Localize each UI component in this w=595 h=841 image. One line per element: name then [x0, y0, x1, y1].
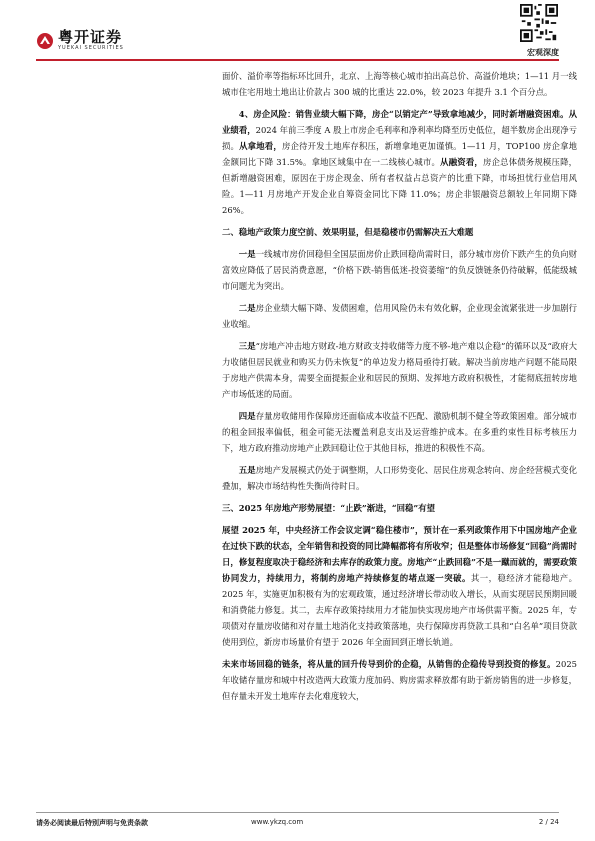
developer-risk-financing: 房企总体债务规模压降，但新增融资困难，原因在于房企现金、所有者权益占总资产的比重下降，市场担忧行业信用风险。1—11 月房地产开发企业自筹资金同比下降 11.0%；房企非银融资总额较上年同期下降 26%。 — [222, 157, 578, 215]
paragraph-recovery-chain — [222, 656, 577, 704]
difficulty-4-text: 存量房收储用作保障房还面临成本收益不匹配、激励机制不健全等政策困难。部分城市的租金回报率偏低，租金可能无法覆盖利息支出及运营维护成本。在多重约束性目标考核压力下，地方政府推动房地产止跌回稳让位于其他目标，推进的积极性不高。 — [222, 411, 578, 453]
outlook-lead: 展望 2025 年，中央经济工作会议定调“稳住楼市”，预计在一系列政策作用下中国房地产企业在过快下跌的状态，全年销售和投资的同比降幅都将有所收窄；但是整体市场修复“回稳”尚需时日，修复程度取决于稳经济和去库存的政策力度。房地产“止跌回稳”不是一蹴而就的，需要政策协同发力，持续用力，将制约房地产持续修复的堵点逐一突破。 — [222, 525, 577, 583]
difficulty-4-lead: 四是 — [238, 411, 256, 421]
developer-risk-lead: 4、房企风险：销售业绩大幅下降，房企“以销定产”导致拿地减少，同时新增融资困难。从业绩看， — [222, 109, 577, 135]
footer-divider — [36, 812, 559, 813]
report-body — [222, 68, 577, 710]
page-header — [0, 0, 595, 64]
outlook-text: 其一，稳经济才能稳地产。2025 年，实施更加积极有为的宏观政策，通过经济增长带动收入增长，从而实现居民预期回暖和消费能力修复。其二，去库存政策持续用力才能加快实现房地产市场供需平衡。2025 年，专项债对存量房收储和对存量土地消化支持政策落地，央行保障房再贷款工具和“白名单”项目贷款使用到位，新房市场量价有望于 2026 年全面回到正增长轨道。 — [222, 573, 577, 647]
paragraph-land-market: 面价、溢价率等指标环比回升，北京、上海等核心城市拍出高总价、高溢价地块；1—11 月一线城市住宅用地土地出让价款占 300 城的比重达 22.0%，较 2023 年提升 3.1 个百分点。 — [222, 71, 577, 97]
difficulty-2 — [222, 300, 577, 332]
brand-name-en: YUEKAI SECURITIES — [58, 45, 124, 51]
difficulty-3-text: “房地产冲击地方财政-地方财政支持收储等力度不够-地产难以企稳”的循环以及“政府大力收储但居民就业和购买力仍未恢复”的单边发力格局亟待打破。解决当前房地产问题不能局限于房地产供需本身，需要全面提振企业和居民的预期、发挥地方政府积极性，才能彻底扭转房地产市场低迷的局面。 — [222, 341, 577, 399]
recovery-chain-lead: 未来市场回稳的链条，将从量的回升传导到价的企稳，从销售的企稳传导到投资的修复。 — [222, 659, 556, 669]
report-type-label: 宏观深度 — [527, 48, 559, 57]
disclaimer-note: 请务必阅读最后特别声明与免责条款 — [36, 819, 148, 827]
difficulty-2-lead: 二是 — [238, 303, 256, 313]
difficulty-5 — [222, 462, 577, 494]
difficulty-3 — [222, 338, 577, 402]
brand-logo-icon — [36, 32, 54, 50]
developer-risk-financing-lead: 从融资看， — [440, 157, 483, 167]
section-heading-3: 三、2025 年房地产形势展望：“止跌”渐进，“回稳”有望 — [222, 503, 435, 513]
brand-name-cn: 粤开证券 — [58, 28, 123, 46]
section-heading-2: 二、稳地产政策力度空前、效果明显，但是稳楼市仍需解决五大难题 — [222, 227, 474, 237]
page-number: 2 / 24 — [538, 818, 559, 826]
difficulty-4 — [222, 408, 577, 456]
header-divider — [36, 59, 559, 61]
difficulty-1-lead: 一是 — [238, 249, 256, 259]
difficulty-2-text: 房企业绩大幅下降、发债困难，信用风险仍未有效化解，企业现金流紧张进一步加剧行业收缩。 — [222, 303, 578, 329]
difficulty-3-lead: 三是 — [238, 341, 256, 351]
paragraph-outlook — [222, 522, 577, 650]
qr-code-icon — [520, 4, 558, 42]
website-link[interactable]: www.ykzq.com — [251, 818, 304, 826]
difficulty-5-text: 房地产发展模式仍处于调整期，人口形势变化、居民住房观念转向、房企经营模式变化叠加，解决市场结构性失衡尚待时日。 — [222, 465, 578, 491]
difficulty-5-lead: 五是 — [238, 465, 256, 475]
brand-logo — [36, 30, 124, 51]
developer-risk-performance: 2024 年前三季度 A 股上市房企毛利率和净利率均降至历史低位，超半数房企出现净亏损。 — [222, 125, 577, 151]
recovery-chain-text: 2025 年收储存量房和城中村改造两大政策力度加码、购房需求释放都有助于新房销售的进一步修复，但存量未开发土地库存去化难度较大， — [222, 659, 577, 701]
difficulty-1-text: 一线城市房价回稳但全国层面房价止跌回稳尚需时日，部分城市房价下跌产生的负向财富效应降低了居民消费意愿，“价格下跌-销售低迷-投资萎缩”的负反馈链条仍待破解，低能级城市问题尤为突出。 — [222, 249, 578, 291]
developer-risk-land: 房企待开发土地库存积压，新增拿地更加谨慎。1—11 月，TOP100 房企拿地金额同比下降 31.5%。拿地区域集中在一二线核心城市。 — [222, 141, 578, 167]
paragraph-developer-risk — [222, 106, 577, 218]
developer-risk-land-lead: 从拿地看， — [239, 141, 282, 151]
difficulty-1 — [222, 246, 577, 294]
